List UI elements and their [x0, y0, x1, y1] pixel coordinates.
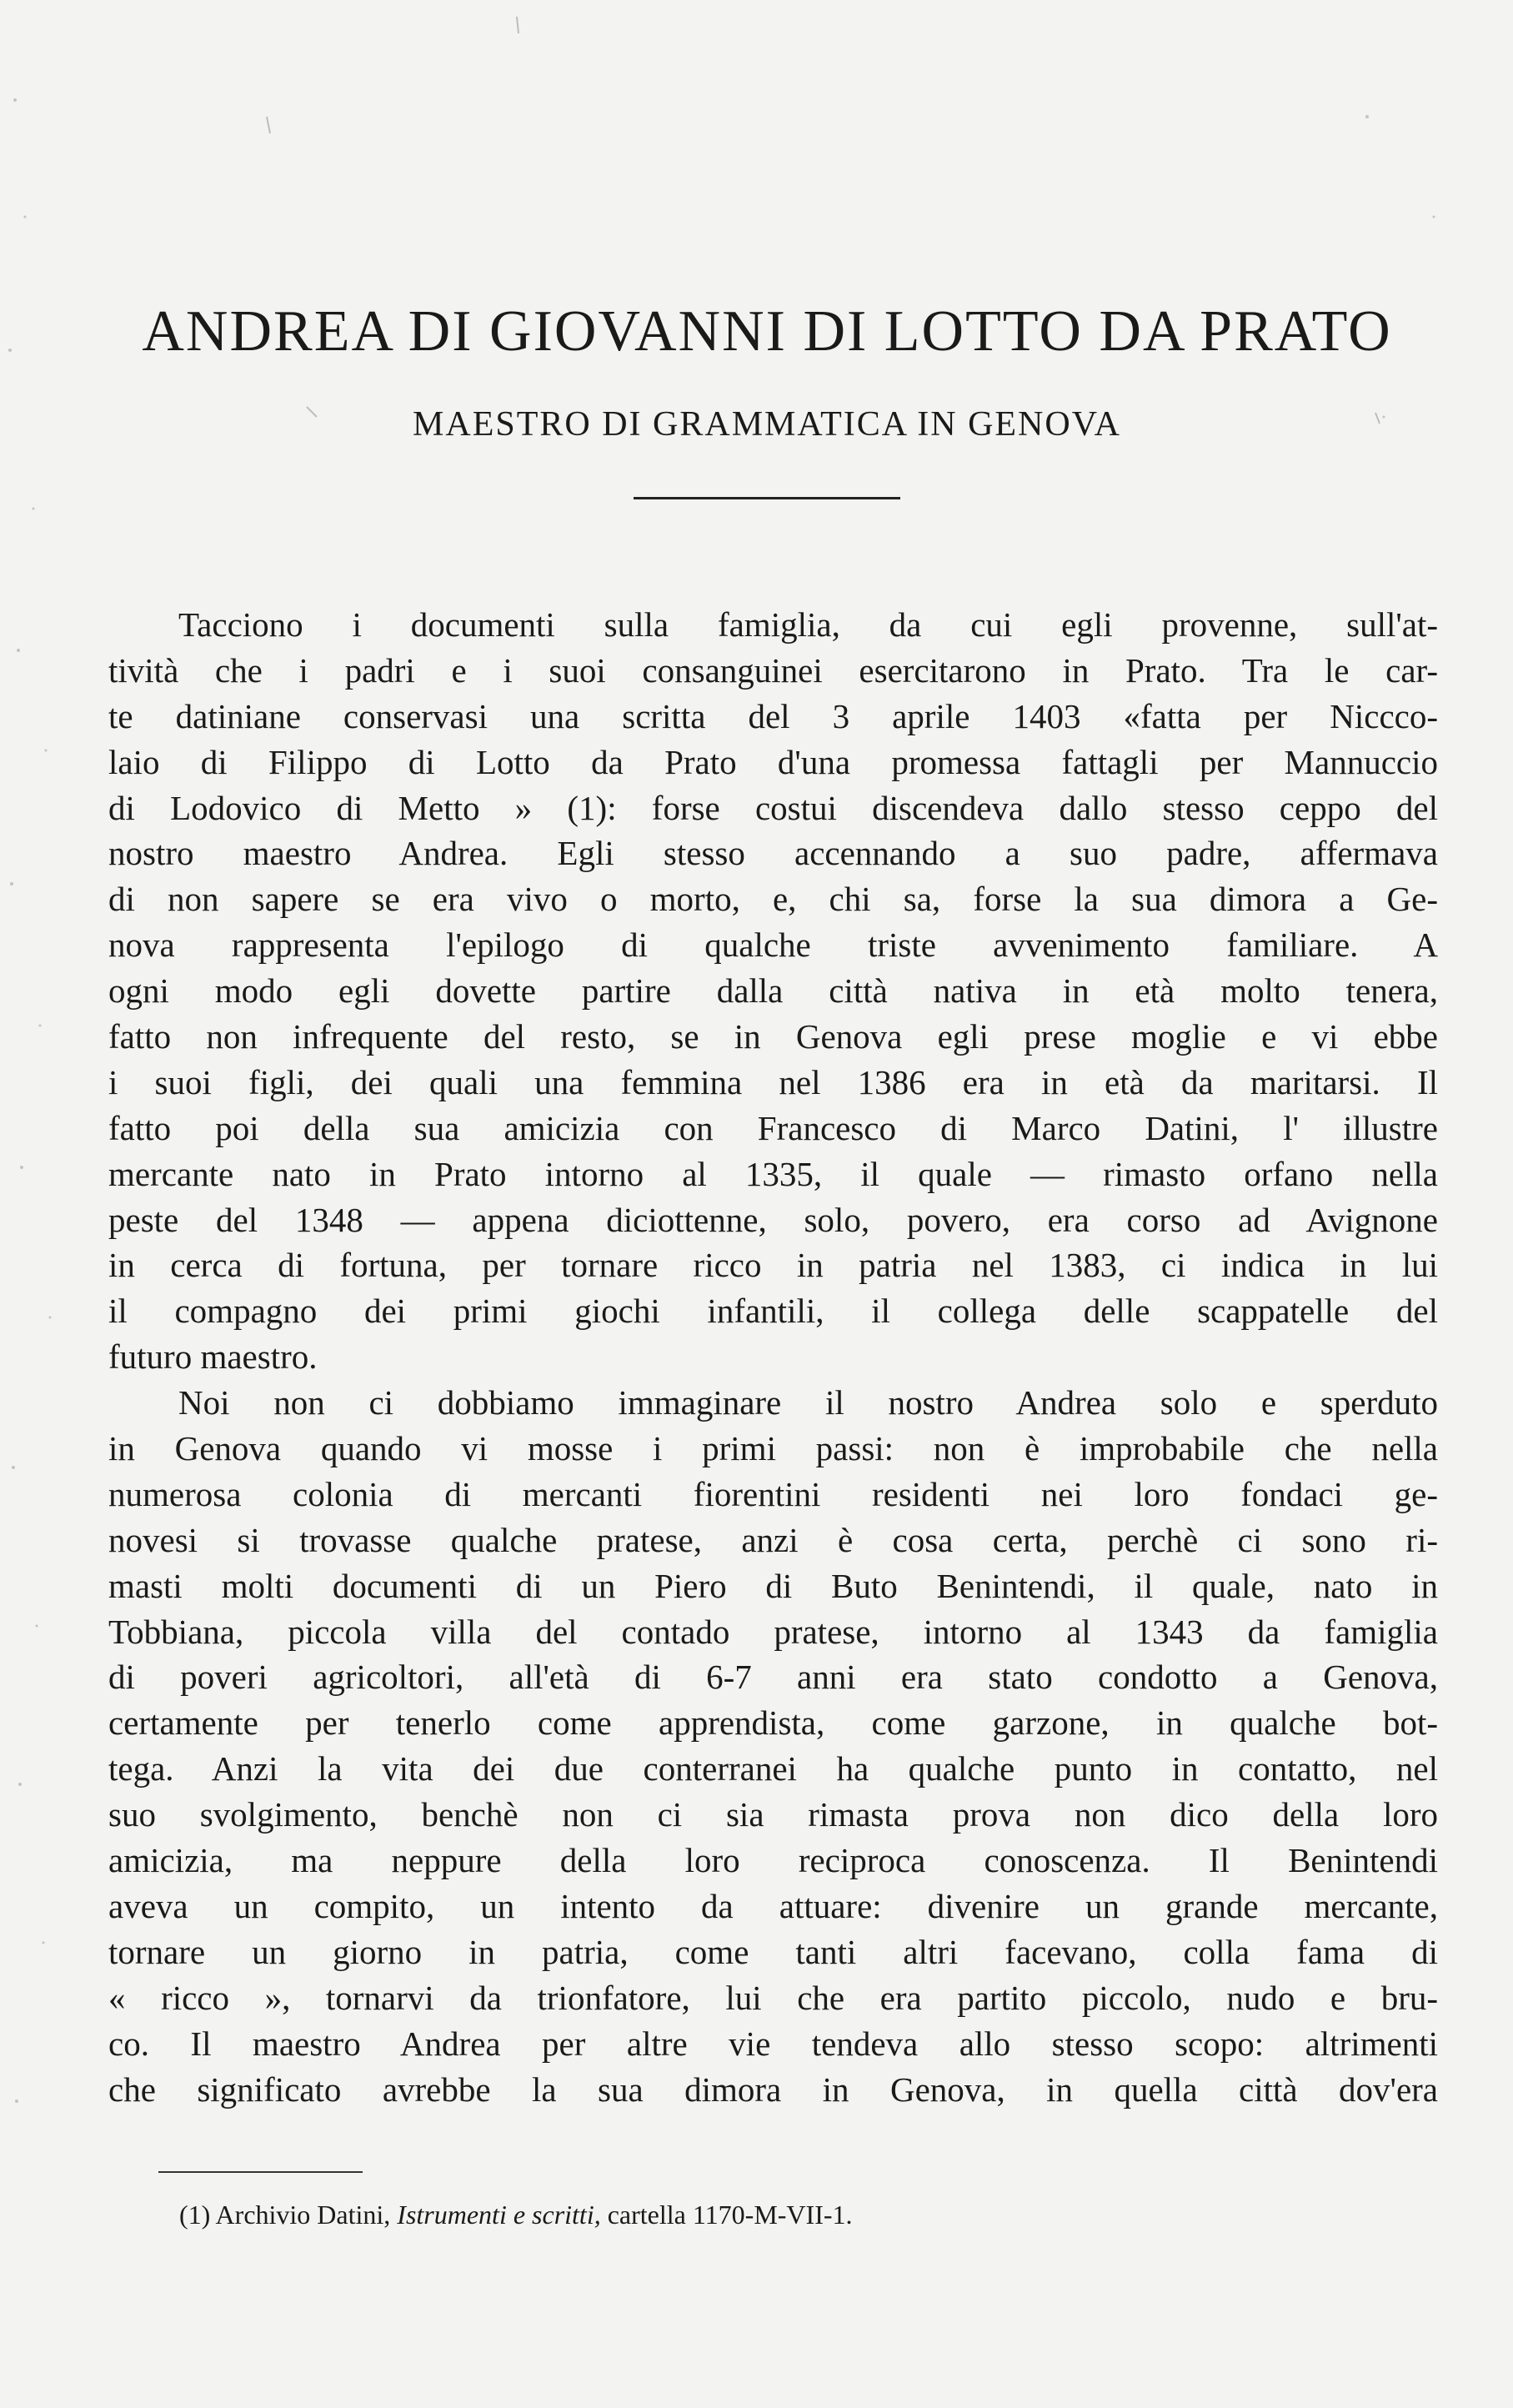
- footnote-divider: [158, 2171, 363, 2173]
- text-line: Tobbiana, piccola villa del contado pratese, intorno al 1343 da famiglia: [108, 1612, 1438, 1651]
- text-line: ogni modo egli dovette partire dalla città nativa in età molto tenera,: [108, 971, 1438, 1011]
- text-line: masti molti documenti di un Piero di Buto Benintendi, il quale, nato in: [108, 1566, 1438, 1605]
- text-line: Tacciono i documenti sulla famiglia, da cui egli provenne, sull'at-: [178, 605, 1438, 644]
- text-line: in cerca di fortuna, per tornare ricco in patria nel 1383, ci indica in lui: [108, 1246, 1438, 1285]
- text-line: il compagno dei primi giochi infantili, il collega delle scappatelle del: [108, 1292, 1438, 1331]
- text-line: tornare un giorno in patria, come tanti altri facevano, colla fama di: [108, 1932, 1438, 1971]
- text-line: in Genova quando vi mosse i primi passi: non è improbabile che nella: [108, 1429, 1438, 1468]
- text-line: peste del 1348 — appena diciottenne, solo, povero, era corso ad Avignone: [108, 1200, 1438, 1239]
- text-line: suo svolgimento, benchè non ci sia rimasta prova non dico della loro: [108, 1795, 1438, 1834]
- text-line: nova rappresenta l'epilogo di qualche triste avvenimento familiare. A: [108, 926, 1438, 965]
- text-line: te datiniane conservasi una scritta del 3 aprile 1403 «fatta per Niccco-: [108, 696, 1438, 735]
- text-line: Noi non ci dobbiamo immaginare il nostro Andrea solo e sperduto: [178, 1383, 1438, 1422]
- text-line: tega. Anzi la vita dei due conterranei ha qualche punto in contatto, nel: [108, 1749, 1438, 1788]
- text-line: fatto non infrequente del resto, se in Genova egli prese moglie e vi ebbe: [108, 1017, 1438, 1056]
- text-line: di poveri agricoltori, all'età di 6-7 anni era stato condotto a Genova,: [108, 1658, 1438, 1697]
- text-line: i suoi figli, dei quali una femmina nel 1386 era in età da maritarsi. Il: [108, 1062, 1438, 1101]
- text-line: di non sapere se era vivo o morto, e, chi sa, forse la sua dimora a Ge-: [108, 880, 1438, 919]
- footnote-reference: cartella 1170-M-VII-1.: [607, 2200, 853, 2230]
- text-line: fatto poi della sua amicizia con Francesco di Marco Datini, l' illustre: [108, 1108, 1438, 1147]
- text-line: laio di Filippo di Lotto da Prato d'una promessa fattagli per Mannuccio: [108, 742, 1438, 781]
- text-line: tività che i padri e i suoi consanguinei esercitarono in Prato. Tra le car-: [108, 650, 1438, 690]
- article-title: ANDREA DI GIOVANNI DI LOTTO DA PRATO: [142, 299, 1392, 364]
- article-body: [108, 602, 1438, 2112]
- text-line: mercante nato in Prato intorno al 1335, il quale — rimasto orfano nella: [108, 1154, 1438, 1193]
- footnote-marker: (1): [179, 2200, 211, 2230]
- text-line: aveva un compito, un intento da attuare: divenire un grande mercante,: [108, 1886, 1438, 1925]
- text-line: « ricco », tornarvi da trionfatore, lui che era partito piccolo, nudo e bru-: [108, 1978, 1438, 2017]
- text-line: nostro maestro Andrea. Egli stesso accennando a suo padre, affermava: [108, 834, 1438, 873]
- footnote-source: Archivio Datini,: [215, 2200, 391, 2230]
- text-line: numerosa colonia di mercanti fiorentini residenti nei loro fondaci ge-: [108, 1474, 1438, 1513]
- text-line: certamente per tenerlo come apprendista, come garzone, in qualche bot-: [108, 1703, 1438, 1743]
- article-subtitle: MAESTRO DI GRAMMATICA IN GENOVA: [413, 405, 1121, 444]
- text-line: di Lodovico di Metto » (1): forse costui discendeva dallo stesso ceppo del: [108, 788, 1438, 827]
- text-line: amicizia, ma neppure della loro reciproca conoscenza. Il Benintendi: [108, 1841, 1438, 1880]
- footnote: [179, 2200, 1346, 2230]
- text-line: co. Il maestro Andrea per altre vie tendeva allo stesso scopo: altrimenti: [108, 2024, 1438, 2063]
- title-divider: [634, 497, 900, 499]
- text-line: che significato avrebbe la sua dimora in Genova, in quella città dov'era: [108, 2069, 1438, 2109]
- text-line: futuro maestro.: [108, 1337, 318, 1377]
- footnote-title: Istrumenti e scritti,: [397, 2200, 601, 2230]
- text-line: novesi si trovasse qualche pratese, anzi è cosa certa, perchè ci sono ri-: [108, 1520, 1438, 1559]
